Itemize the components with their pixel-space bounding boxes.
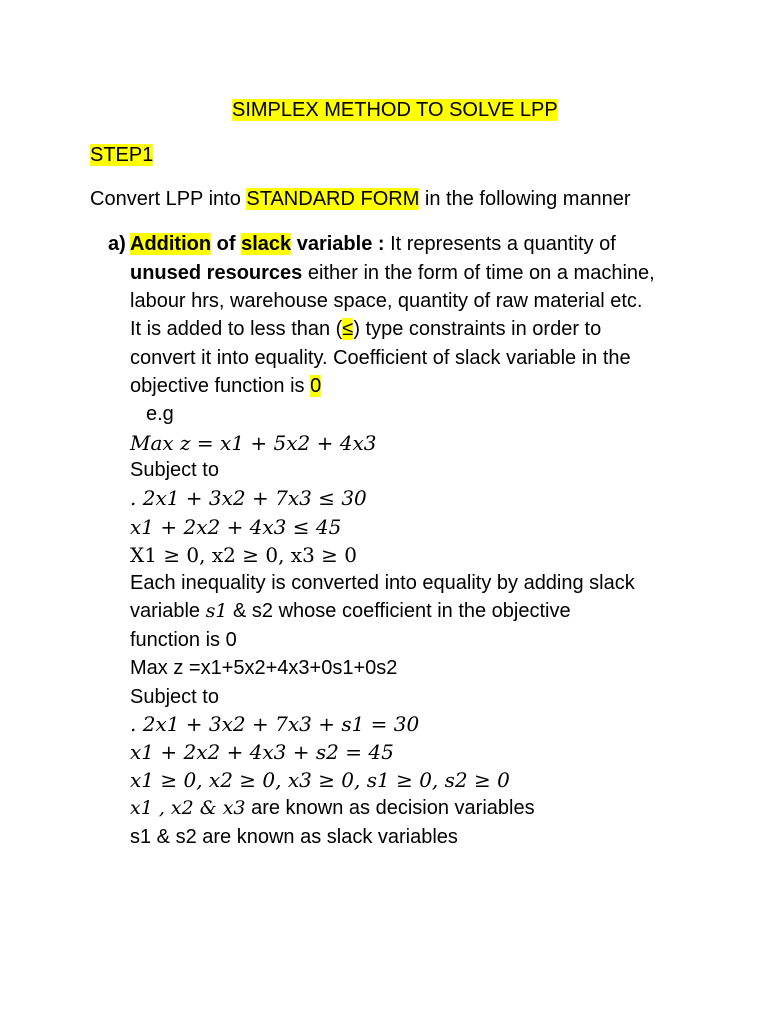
zero-highlight: 0 — [310, 375, 322, 397]
standard-subject-to: Subject to — [130, 686, 219, 708]
standard-nonnegativity: x1 ≥ 0, x2 ≥ 0, x3 ≥ 0, s1 ≥ 0, s2 ≥ 0 — [130, 768, 510, 792]
slack-variables-line: s1 & s2 are known as slack variables — [130, 826, 458, 848]
intro-line: Convert LPP into STANDARD FORM in the following manner — [90, 188, 631, 210]
conversion-line-3: function is 0 — [130, 629, 237, 651]
example-constraint-2: x1 + 2x2 + 4x3 ≤ 45 — [130, 515, 342, 539]
conversion-line-2: variable s1 & s2 whose coefficient in the objective — [130, 600, 571, 622]
standard-constraint-1: . 2x1 + 3x2 + 7x3 + s1 = 30 — [130, 712, 420, 736]
item-a-line-1: Addition of slack variable : It represents a quantity of — [130, 233, 616, 255]
example-objective: Max z = x1 + 5x2 + 4x3 — [130, 431, 377, 455]
step-heading: STEP1 — [90, 144, 154, 166]
standard-form-highlight: STANDARD FORM — [246, 188, 420, 210]
standard-objective: Max z =x1+5x2+4x3+0s1+0s2 — [130, 657, 398, 679]
example-label: e.g — [146, 403, 174, 425]
less-than-symbol: ≤ — [342, 318, 354, 340]
item-a-line-5: convert it into equality. Coefficient of slack variable in the — [130, 347, 631, 369]
example-constraint-1: . 2x1 + 3x2 + 7x3 ≤ 30 — [130, 486, 367, 510]
conversion-line-1: Each inequality is converted into equality by adding slack — [130, 572, 635, 594]
item-a-line-6: objective function is 0 — [130, 375, 322, 397]
item-a-line-3: labour hrs, warehouse space, quantity of raw material etc. — [130, 290, 643, 312]
example-subject-to: Subject to — [130, 459, 219, 481]
decision-variables-line: x1 , x2 & x3 are known as decision variables — [130, 797, 535, 819]
page-title: SIMPLEX METHOD TO SOLVE LPP — [232, 99, 558, 121]
standard-constraint-2: x1 + 2x2 + 4x3 + s2 = 45 — [130, 740, 394, 764]
example-nonnegativity: X1 ≥ 0, x2 ≥ 0, x3 ≥ 0 — [130, 543, 357, 567]
list-marker-a: a) — [108, 233, 126, 255]
item-a-line-2: unused resources either in the form of time on a machine, — [130, 262, 655, 284]
item-a-line-4: It is added to less than (≤) type constraints in order to — [130, 318, 602, 340]
